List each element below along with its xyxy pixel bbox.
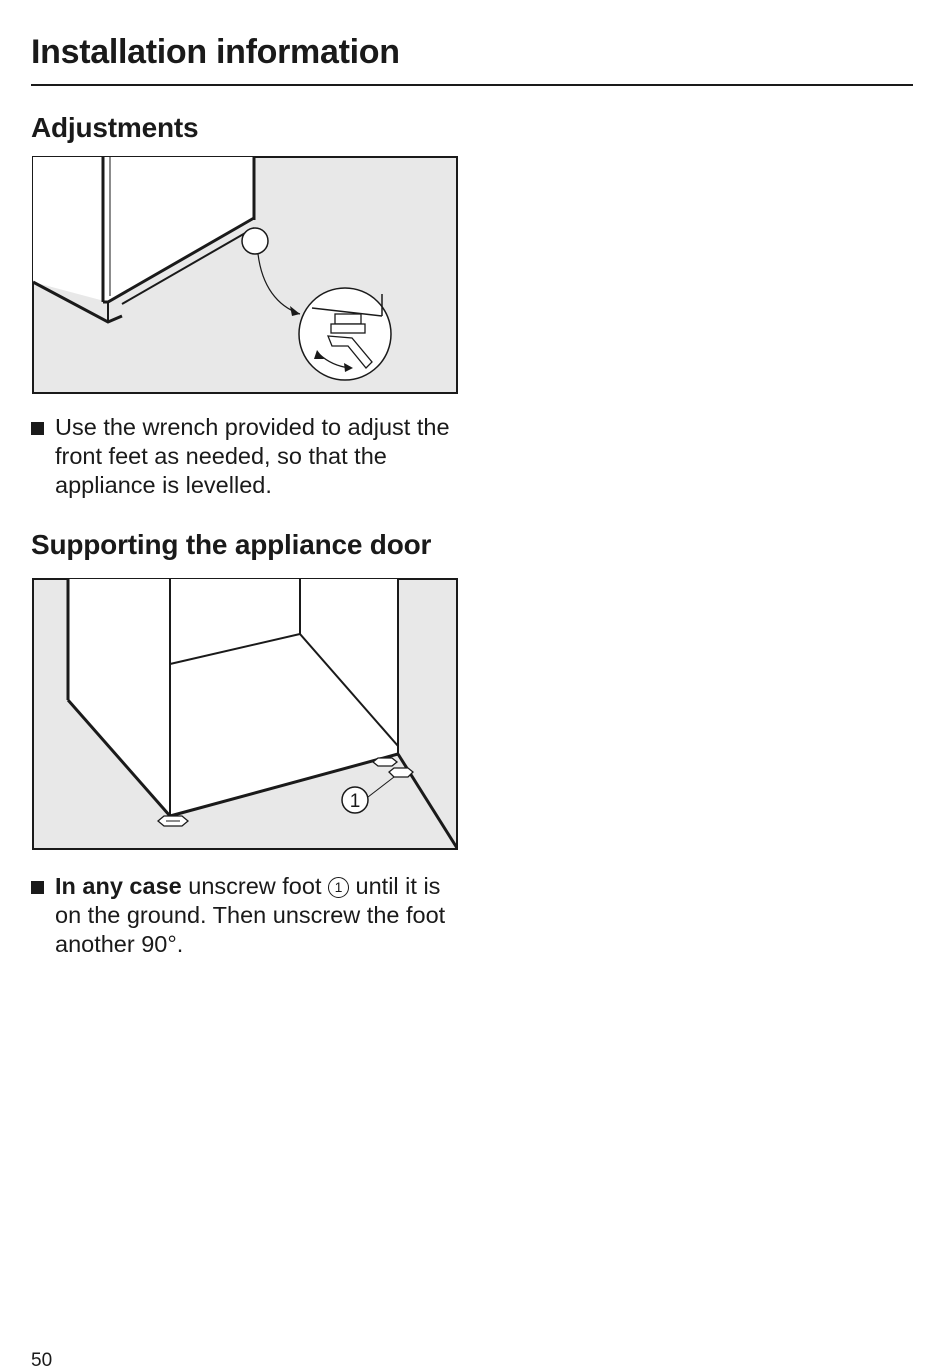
foot-front-left xyxy=(158,816,188,826)
instruction-part: until it is on the ground. Then unscrew the foot another 90°. xyxy=(55,873,446,957)
page-number: 50 xyxy=(31,1350,53,1371)
callout-1: 1 xyxy=(349,791,361,812)
adjustment-instruction xyxy=(31,413,461,499)
section-heading-door-support: Supporting the appliance door xyxy=(31,529,432,560)
bullet-marker xyxy=(31,422,44,435)
door-support-instruction xyxy=(31,872,461,958)
instruction-part: unscrew foot xyxy=(181,873,329,899)
page-title: Installation information xyxy=(31,33,400,71)
door-support-instruction-text xyxy=(55,872,461,958)
door-support-illustration xyxy=(32,578,458,850)
emphasis-in-any-case: In any case xyxy=(55,873,182,899)
section-heading-adjustments: Adjustments xyxy=(31,112,199,143)
bullet-marker xyxy=(31,881,44,894)
title-divider xyxy=(31,84,913,86)
foot-reference-marker: 1 xyxy=(328,877,349,898)
adjustment-illustration xyxy=(32,156,458,394)
adjustment-instruction-text: Use the wrench provided to adjust the front feet as needed, so that the appliance is levelled. xyxy=(55,414,450,498)
